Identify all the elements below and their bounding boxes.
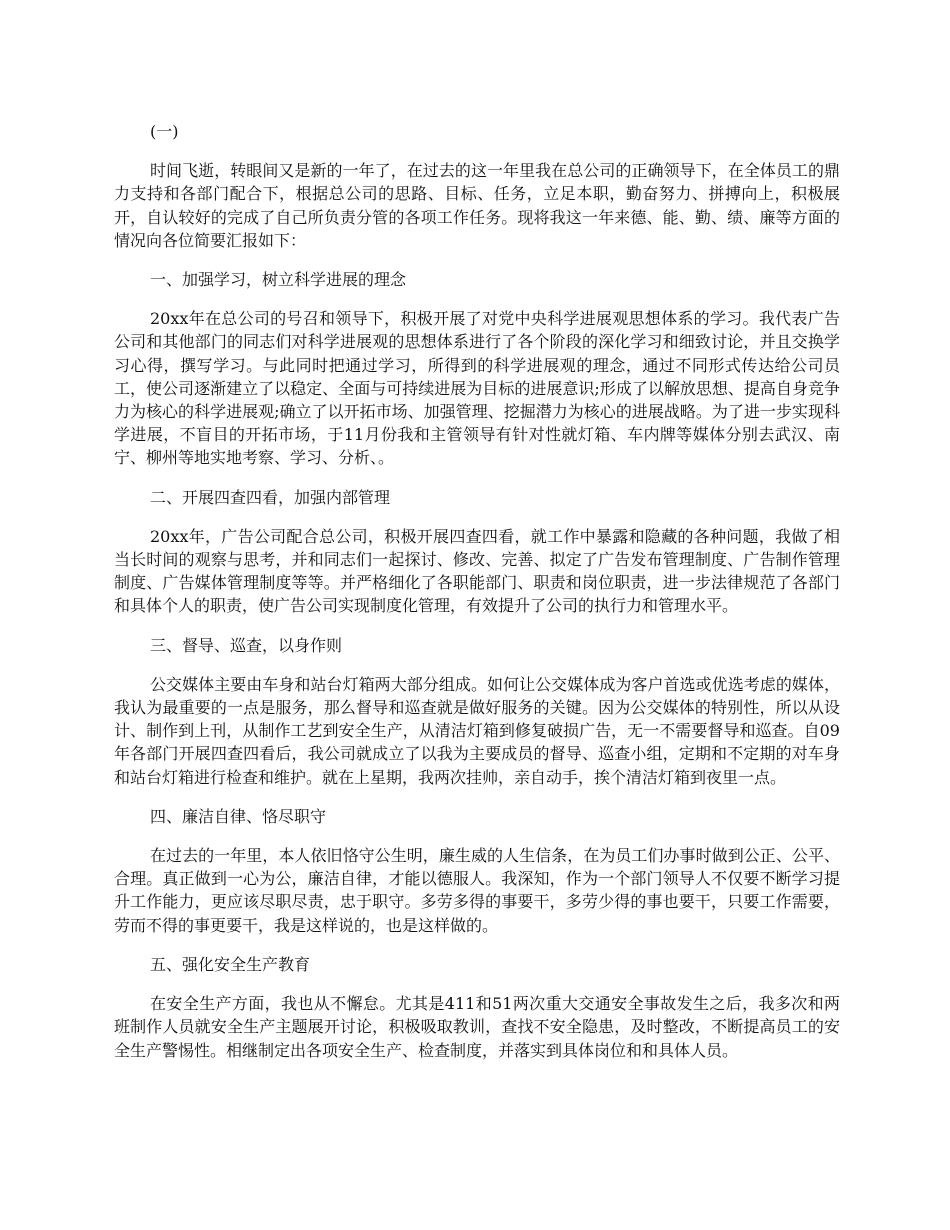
section-heading-study: 一、加强学习，树立科学进展的理念 <box>150 270 407 290</box>
inspection-paragraph: 公交媒体主要由车身和站台灯箱两大部分组成。如何让公交媒体成为客户首选或优选考虑的媒体，我认为最重要的一点是服务，那么督导和巡查就是做好服务的关键。因为公交媒体的特别性，所以从设计、制作到上刊，从制作工艺到安全生产，从清洁灯箱到修复破损广告，无一不需要督导和巡查。自09年各部门开展四查四看后，我公司就成立了以我为主要成员的督导、巡查小组，定期和不定期的对车身和站台灯箱进行检查和维护。就在上星期，我两次挂帅，亲自动手，挨个清洁灯箱到夜里一点。 <box>114 674 840 787</box>
safety-paragraph: 在安全生产方面，我也从不懈怠。尤其是411和51两次重大交通安全事故发生之后，我多次和两班制作人员就安全生产主题展开讨论，积极吸取教训，查找不安全隐患，及时整改，不断提高员工的安全生产警惕性。相继制定出各项安全生产、检查制度，并落实到具体岗位和和具体人员。 <box>114 994 840 1060</box>
integrity-paragraph: 在过去的一年里，本人依旧恪守公生明，廉生威的人生信条，在为员工们办事时做到公正、公平、合理。真正做到一心为公，廉洁自律，才能以德服人。我深知，作为一个部门领导人不仅要不断学习提升工作能力，更应该尽职尽责，忠于职守。多劳多得的事要干，多劳少得的事也要干，只要工作需要，劳而不得的事更要干，我是这样说的，也是这样做的。 <box>114 846 840 935</box>
section-heading-inspection: 三、督导、巡查，以身作则 <box>150 635 343 655</box>
section-heading-management: 二、开展四查四看，加强内部管理 <box>150 487 391 507</box>
section-number: (一) <box>150 122 179 141</box>
study-paragraph: 20xx年在总公司的号召和领导下，积极开展了对党中央科学进展观思想体系的学习。我代表广告公司和其他部门的同志们对科学进展观的思想体系进行了各个阶段的深化学习和细致讨论，并且交换学习心得，撰写学习。与此同时把通过学习，所得到的科学进展观的理念，通过不同形式传达给公司员工，使公司逐渐建立了以稳定、全面与可持续进展为目标的进展意识;形成了以解放思想、提高自身竞争力为核心的科学进展观;确立了以开拓市场、加强管理、挖掘潜力为核心的进展战略。为了进一步实现科学进展，不盲目的开拓市场，于11月份我和主管领导有针对性就灯箱、车内牌等媒体分别去武汉、南宁、柳州等地实地考察、学习、分析、。 <box>114 309 840 468</box>
section-heading-integrity: 四、廉洁自律、恪尽职守 <box>150 806 327 826</box>
section-heading-safety: 五、强化安全生产教育 <box>150 954 311 974</box>
management-paragraph: 20xx年，广告公司配合总公司，积极开展四查四看，就工作中暴露和隐藏的各种问题，我做了相当长时间的观察与思考，并和同志们一起探讨、修改、完善、拟定了广告发布管理制度、广告制作管理制度、广告媒体管理制度等等。并严格细化了各职能部门、职责和岗位职责，进一步法律规范了各部门和具体个人的职责，使广告公司实现制度化管理，有效提升了公司的执行力和管理水平。 <box>114 526 840 616</box>
intro-paragraph: 时间飞逝，转眼间又是新的一年了，在过去的这一年里我在总公司的正确领导下，在全体员工的鼎力支持和各部门配合下，根据总公司的思路、目标、任务，立足本职，勤奋努力、拼搏向上，积极展开，自认较好的完成了自己所负责分管的各项工作任务。现将我这一年来德、能、勤、绩、廉等方面的情况向各位简要汇报如下： <box>114 161 840 250</box>
